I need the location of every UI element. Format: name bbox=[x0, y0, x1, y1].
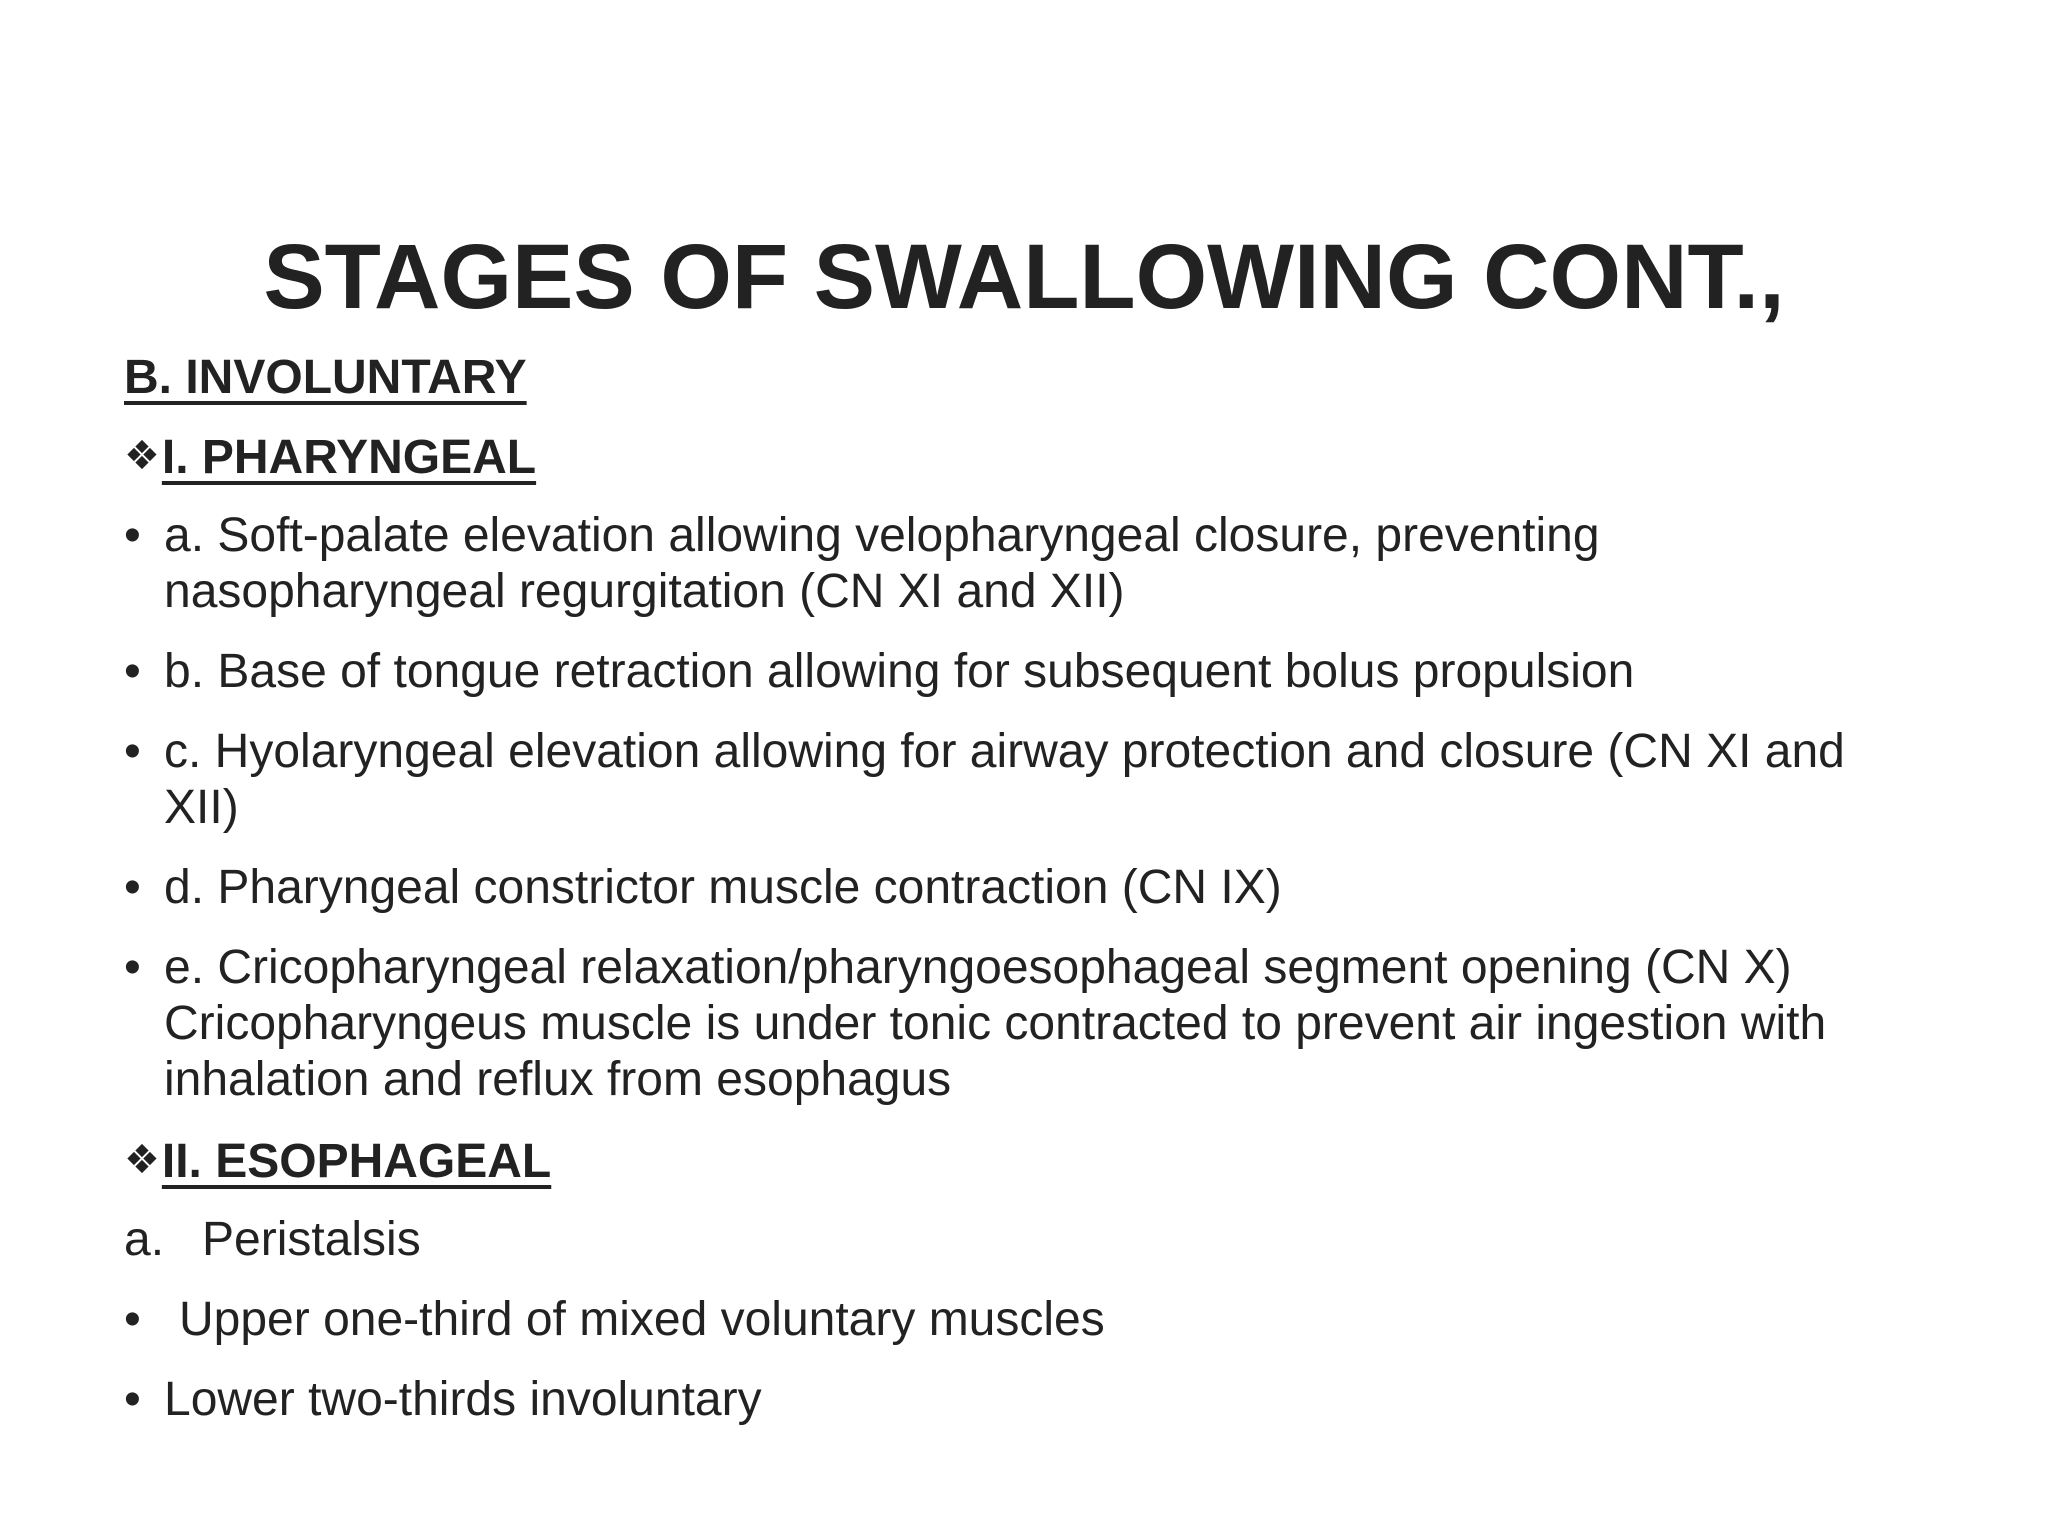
list-item bbox=[124, 1372, 1904, 1428]
list-item bbox=[124, 724, 1904, 836]
lettered-item-text: Peristalsis bbox=[202, 1213, 421, 1266]
lettered-item bbox=[124, 1212, 1904, 1268]
pharyngeal-section-header bbox=[124, 428, 1904, 486]
slide-content bbox=[124, 350, 1904, 1452]
list-item bbox=[124, 508, 1904, 620]
slide-title: STAGES OF SWALLOWING CONT., bbox=[263, 226, 1785, 328]
diamond-bullet-icon: ❖ bbox=[124, 434, 160, 478]
item-letter: a. bbox=[124, 1213, 165, 1266]
list-item bbox=[124, 860, 1904, 916]
list-item-text: Upper one-third of mixed voluntary muscles bbox=[179, 1293, 1105, 1346]
bullet-icon: • bbox=[124, 1373, 141, 1426]
list-item-text: b. Base of tongue retraction allowing for subsequent bolus propulsion bbox=[164, 645, 1635, 698]
list-item bbox=[124, 940, 1904, 1108]
list-item-text: d. Pharyngeal constrictor muscle contraction (CN IX) bbox=[164, 861, 1282, 914]
bullet-icon: • bbox=[124, 645, 141, 698]
bullet-icon: • bbox=[124, 725, 141, 778]
list-item-text: a. Soft-palate elevation allowing velopharyngeal closure, preventing nasopharyngeal regurgitation (CN XI and XII) bbox=[164, 509, 1600, 618]
list-item bbox=[124, 1292, 1904, 1348]
list-item-text: Lower two-thirds involuntary bbox=[164, 1373, 762, 1426]
section-b bbox=[124, 350, 1904, 406]
bullet-icon: • bbox=[124, 1293, 141, 1346]
list-item bbox=[124, 644, 1904, 700]
esophageal-heading: II. ESOPHAGEAL bbox=[161, 1135, 552, 1188]
bullet-icon: • bbox=[124, 509, 141, 562]
list-item-text: c. Hyolaryngeal elevation allowing for airway protection and closure (CN XI and XII) bbox=[164, 725, 1845, 834]
list-item-text: e. Cricopharyngeal relaxation/pharyngoesophageal segment opening (CN X) Cricopharyngeus muscle is under tonic contracted to prevent air ingestion with inhalation and reflux from esophagus bbox=[164, 941, 1827, 1106]
section-b-heading: B. INVOLUNTARY bbox=[124, 351, 527, 404]
esophageal-section-header bbox=[124, 1132, 1904, 1190]
bullet-icon: • bbox=[124, 861, 141, 914]
bullet-icon: • bbox=[124, 941, 141, 994]
diamond-bullet-icon: ❖ bbox=[124, 1138, 160, 1182]
pharyngeal-heading: I. PHARYNGEAL bbox=[161, 431, 537, 484]
